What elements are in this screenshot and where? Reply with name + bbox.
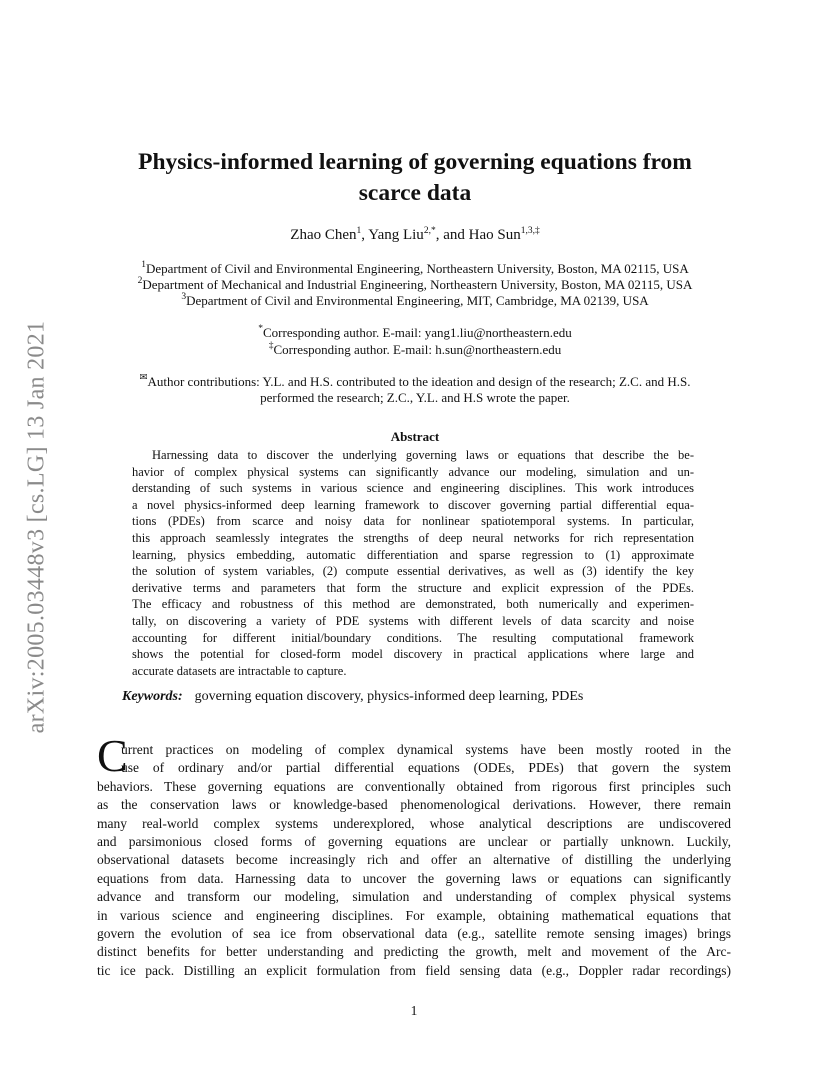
abstract-line: derivative terms and parameters that form the structure and explicit expression of the PDEs.	[132, 580, 694, 595]
author-affiliation-mark: 2,*	[423, 226, 436, 236]
affiliation-mark: 2	[137, 276, 143, 286]
affiliation-line	[60, 293, 770, 309]
abstract-line: this approach seamlessly integrates the strengths of deep neural networks for rich representation	[132, 530, 694, 545]
paper-title-line-1: Physics-informed learning of governing equations from	[138, 149, 692, 175]
author-affiliation-mark: 1	[356, 226, 362, 236]
keywords-label: Keywords:	[122, 689, 183, 704]
abstract-line: tally, on discovering a variety of PDE systems with different levels of data scarcity and noise	[132, 613, 694, 628]
abstract-line: havior of complex physical systems can significantly advance our modeling, simulation and un-	[132, 464, 694, 479]
envelope-icon: ✉	[139, 373, 148, 383]
abstract-line: tions (PDEs) from scarce and noisy data for nonlinear spatiotemporal systems. In particular,	[132, 514, 694, 529]
body-line: behaviors. These governing equations are conventionally obtained from rigorous first principles such	[97, 778, 731, 794]
abstract-line: Harnessing data to discover the underlying governing laws or equations that describe the be-	[152, 448, 694, 462]
correspondence-text: Corresponding author. E-mail: h.sun@northeastern.edu	[273, 342, 562, 357]
paper-title-line-2: scarce data	[358, 180, 472, 206]
correspondence-line	[60, 325, 770, 341]
body-line: use of ordinary and/or partial differential equations (ODEs, PDEs) that govern the system	[121, 760, 731, 776]
keywords-text: governing equation discovery, physics-informed deep learning, PDEs	[194, 689, 584, 704]
body-line: govern the evolution of sea ice from observational data (e.g., satellite remote sensing images) brings	[97, 925, 731, 941]
abstract-line: learning, physics embedding, automatic differentiation and sparse regression to (1) approximate	[132, 547, 694, 562]
abstract-body	[132, 447, 694, 679]
author-contributions-line-1	[60, 374, 770, 390]
body-line: and parsimonious closed forms of governing equations are unclear or partially unknown. Luckily,	[97, 833, 731, 849]
abstract-line: shows the potential for closed-form model discovery in practical applications where large and	[132, 647, 694, 662]
body-line: urrent practices on modeling of complex dynamical systems have been mostly rooted in the	[121, 742, 731, 757]
body-line: observational datasets become increasingly rich and offer an alternative of distilling the underlying	[97, 852, 731, 868]
body-line: tic ice pack. Distilling an explicit formulation from field sensing data (e.g., Doppler radar recordings)	[97, 962, 731, 978]
author-contributions-line-2: performed the research; Z.C., Y.L. and H.S wrote the paper.	[260, 390, 570, 405]
abstract-line: accurate datasets are intractable to capture.	[132, 663, 347, 678]
page-number: 1	[410, 1003, 418, 1018]
author-affiliation-mark: 1,3,‡	[520, 226, 540, 236]
affiliation-mark: 3	[181, 292, 187, 302]
keywords-line	[122, 689, 583, 705]
correspondence-text: Corresponding author. E-mail: yang1.liu@northeastern.edu	[263, 325, 572, 340]
body-line: as the conservation laws or knowledge-based phenomenological derivations. However, there remain	[97, 797, 731, 813]
abstract-line: derstanding of such systems in various science and engineering disciplines. This work introduces	[132, 481, 694, 496]
body-line: in various science and engineering disciplines. For example, obtaining mathematical equations that	[97, 907, 731, 923]
affiliation-line	[60, 277, 770, 293]
affiliation-text: Department of Civil and Environmental Engineering, MIT, Cambridge, MA 02139, USA	[186, 293, 649, 308]
author-name: Zhao Chen	[290, 227, 357, 243]
author-name: Hao Sun	[468, 227, 521, 243]
abstract-heading: Abstract	[390, 429, 440, 444]
author-name: Yang Liu	[368, 227, 424, 243]
body-line: equations from data. Harnessing data to uncover the governing laws or equations can significantly	[97, 870, 731, 886]
correspondence-line	[60, 342, 770, 358]
body-line: many real-world complex systems underexplored, whose analytical descriptions are undiscovered	[97, 815, 731, 831]
body-line: advance and transform our modeling, simulation and understanding of complex physical systems	[97, 889, 731, 905]
body-paragraph	[97, 741, 731, 980]
paper-title	[100, 147, 730, 209]
abstract-line: accounting for different initial/boundary conditions. The resulting computational framework	[132, 630, 694, 645]
author-list	[100, 227, 730, 244]
correspondence-mark: *	[258, 324, 263, 334]
abstract-line: the solution of system variables, (2) compute essential derivatives, as well as (3) identify the key	[132, 564, 694, 579]
author-separator: , and	[435, 227, 469, 243]
abstract-line: a novel physics-informed deep learning framework to discover governing partial differential equa-	[132, 497, 694, 512]
affiliation-text: Department of Civil and Environmental Engineering, Northeastern University, Boston, MA 02115, USA	[145, 261, 689, 276]
author-contributions-text: Author contributions: Y.L. and H.S. contributed to the ideation and design of the research; Z.C. and H.S.	[147, 374, 691, 389]
abstract-line: The efficacy and robustness of this method are demonstrated, both numerically and experimen-	[132, 597, 694, 612]
correspondence-mark: ‡	[268, 341, 274, 351]
body-line: distinct benefits for better understanding and predicting the growth, melt and movement of the Arc-	[97, 944, 731, 960]
affiliation-text: Department of Mechanical and Industrial Engineering, Northeastern University, Boston, MA 02115, USA	[142, 277, 693, 292]
author-separator: ,	[361, 227, 369, 243]
affiliation-line	[60, 261, 770, 277]
affiliation-mark: 1	[141, 260, 146, 270]
arxiv-identifier-stamp: arXiv:2005.03448v3 [cs.LG] 13 Jan 2021	[23, 320, 50, 734]
drop-cap-letter: C	[97, 730, 128, 781]
